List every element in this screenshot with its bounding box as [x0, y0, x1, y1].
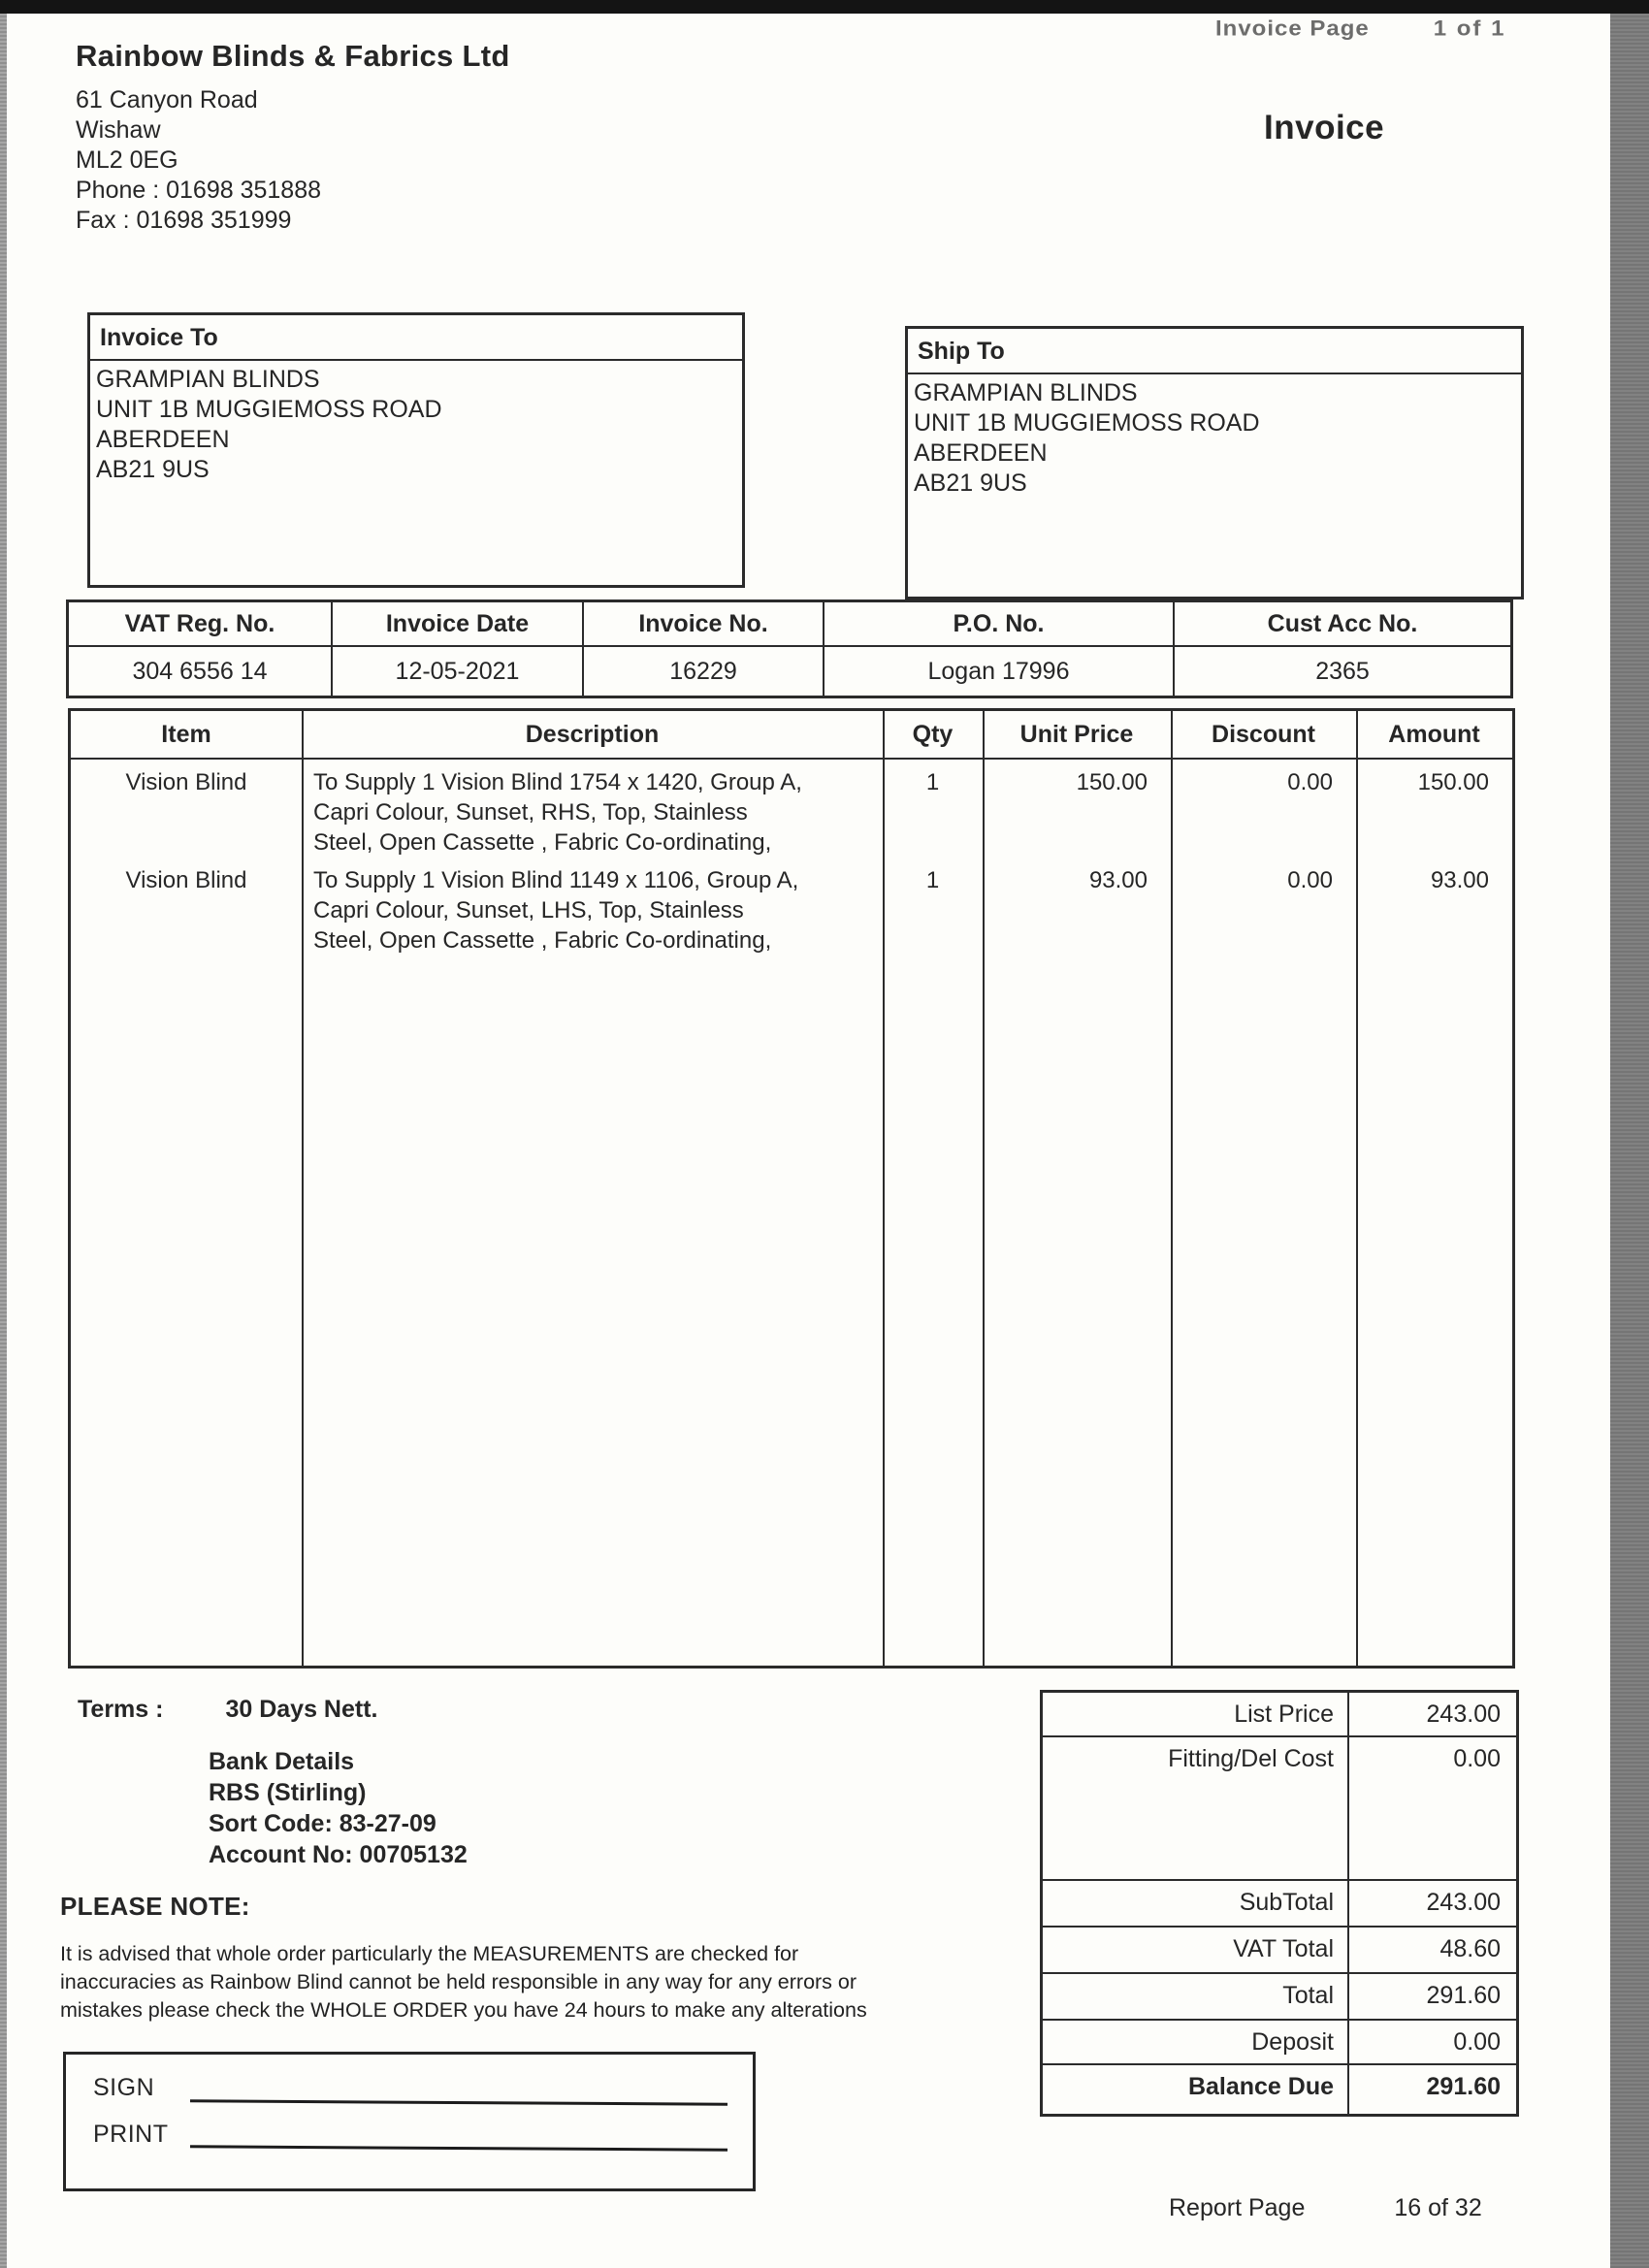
totals-label: Balance Due	[1043, 2065, 1349, 2114]
totals-row-fitting-del-cost	[1043, 1735, 1516, 1879]
meta-header-po: P.O. No.	[824, 602, 1175, 645]
item-description-line: Steel, Open Cassette , Fabric Co-ordinating,	[313, 927, 772, 954]
item-amount: 93.00	[1430, 867, 1489, 893]
item-name: Vision Blind	[125, 769, 247, 795]
invoice-meta-value-row	[69, 647, 1510, 696]
scan-left-edge	[0, 0, 7, 2268]
bank-details-line: Account No: 00705132	[209, 1841, 468, 1868]
signature-box	[63, 2052, 756, 2191]
meta-header-date: Invoice Date	[333, 602, 584, 645]
totals-row-list-price	[1043, 1693, 1516, 1735]
sign-label: SIGN	[93, 2074, 155, 2101]
invoice-to-title: Invoice To	[90, 315, 742, 361]
items-header-amount: Amount	[1388, 720, 1480, 748]
scan-page-header	[1215, 16, 1565, 42]
item-description-line: To Supply 1 Vision Blind 1754 x 1420, Group A,	[313, 769, 802, 795]
report-page-label: Report Page	[1169, 2194, 1306, 2221]
invoice-to-line: ABERDEEN	[96, 426, 230, 453]
company-name: Rainbow Blinds & Fabrics Ltd	[76, 39, 510, 73]
invoice-to-box	[87, 312, 745, 588]
invoice-title: Invoice	[1264, 109, 1385, 146]
terms-value: 30 Days Nett.	[225, 1696, 378, 1723]
invoice-to-line: UNIT 1B MUGGIEMOSS ROAD	[96, 396, 442, 423]
invoice-to-address	[90, 361, 742, 485]
terms	[78, 1696, 377, 1724]
meta-value-number: 16229	[584, 647, 824, 696]
scan-page-header-value: 1 of 1	[1433, 16, 1506, 41]
totals-value: 243.00	[1426, 1889, 1501, 1916]
note-body	[60, 1940, 867, 2025]
column-divider	[302, 711, 304, 1666]
line-items-header-row	[71, 711, 1512, 760]
meta-header-number: Invoice No.	[584, 602, 824, 645]
item-discount: 0.00	[1287, 867, 1333, 893]
terms-label: Terms :	[78, 1696, 164, 1723]
totals-label: Deposit	[1043, 2021, 1349, 2063]
item-name: Vision Blind	[125, 867, 247, 893]
totals-box	[1040, 1690, 1519, 2117]
item-amount: 150.00	[1417, 769, 1489, 795]
totals-row-deposit	[1043, 2019, 1516, 2063]
ship-to-box	[905, 326, 1524, 599]
totals-label: SubTotal	[1043, 1881, 1349, 1926]
company-address-line: ML2 0EG	[76, 146, 178, 174]
totals-label: VAT Total	[1043, 1928, 1349, 1972]
column-divider	[1171, 711, 1173, 1666]
note-body-line: It is advised that whole order particularly the MEASUREMENTS are checked for	[60, 1942, 799, 1965]
bank-details-line: RBS (Stirling)	[209, 1779, 367, 1806]
report-page-value: 16 of 32	[1394, 2194, 1482, 2221]
line-items-table	[68, 708, 1515, 1669]
meta-value-vat-reg: 304 6556 14	[69, 647, 333, 696]
item-unit-price: 93.00	[1088, 867, 1148, 893]
meta-header-vat-reg: VAT Reg. No.	[69, 602, 333, 645]
meta-value-cust-acc: 2365	[1315, 657, 1370, 685]
item-description-line: Steel, Open Cassette , Fabric Co-ordinating,	[313, 829, 772, 856]
items-header-unit-price: Unit Price	[1019, 720, 1134, 748]
invoice-meta-table	[66, 599, 1513, 698]
ship-to-line: GRAMPIAN BLINDS	[914, 379, 1138, 406]
totals-row-balance-due	[1043, 2063, 1516, 2114]
item-description	[302, 865, 883, 956]
item-description-line: Capri Colour, Sunset, RHS, Top, Stainless	[313, 799, 748, 826]
items-header-discount: Discount	[1212, 720, 1315, 748]
bank-details	[209, 1746, 468, 1870]
bank-details-line: Sort Code: 83-27-09	[209, 1810, 436, 1837]
totals-value: 0.00	[1453, 1745, 1501, 1772]
item-qty: 1	[925, 769, 940, 795]
item-description-line: Capri Colour, Sunset, LHS, Top, Stainless	[313, 897, 744, 923]
scan-top-edge	[0, 0, 1649, 14]
item-discount: 0.00	[1287, 769, 1333, 795]
items-header-item: Item	[161, 720, 211, 748]
sign-line	[190, 2099, 728, 2105]
note-body-line: inaccuracies as Rainbow Blind cannot be held responsible in any way for any errors or	[60, 1970, 857, 1993]
ship-to-line: UNIT 1B MUGGIEMOSS ROAD	[914, 409, 1260, 437]
totals-value: 0.00	[1453, 2028, 1501, 2056]
company-fax: Fax : 01698 351999	[76, 207, 292, 234]
print-label: PRINT	[93, 2121, 169, 2148]
table-row	[71, 767, 1512, 858]
totals-row-vat-total	[1043, 1926, 1516, 1972]
invoice-to-line: AB21 9US	[96, 456, 210, 483]
totals-value: 243.00	[1426, 1701, 1501, 1728]
totals-value: 291.60	[1426, 2073, 1501, 2100]
totals-row-subtotal	[1043, 1879, 1516, 1926]
meta-value-po: Logan 17996	[824, 647, 1175, 696]
totals-row-total	[1043, 1972, 1516, 2019]
column-divider	[983, 711, 985, 1666]
column-divider	[883, 711, 885, 1666]
totals-label: Total	[1043, 1974, 1349, 2019]
invoice-meta-header-row	[69, 602, 1510, 647]
totals-label: List Price	[1043, 1693, 1349, 1735]
note-title: PLEASE NOTE:	[60, 1892, 250, 1921]
scan-right-edge	[1610, 0, 1649, 2268]
totals-label: Fitting/Del Cost	[1043, 1737, 1349, 1879]
company-address-line: Wishaw	[76, 116, 161, 144]
invoice-to-line: GRAMPIAN BLINDS	[96, 366, 320, 393]
meta-header-cust-acc: Cust Acc No.	[1267, 609, 1418, 637]
report-page-footer	[1169, 2194, 1482, 2222]
totals-value: 291.60	[1426, 1982, 1501, 2009]
company-address-line: 61 Canyon Road	[76, 86, 258, 113]
ship-to-title: Ship To	[908, 329, 1521, 374]
note-body-line: mistakes please check the WHOLE ORDER you have 24 hours to make any alterations	[60, 1998, 867, 2022]
scan-page-header-label: Invoice Page	[1215, 16, 1370, 41]
item-description	[302, 767, 883, 858]
item-unit-price: 150.00	[1076, 769, 1148, 795]
items-header-qty: Qty	[912, 720, 954, 748]
company-phone: Phone : 01698 351888	[76, 177, 322, 204]
table-row	[71, 865, 1512, 956]
totals-value: 48.60	[1439, 1935, 1501, 1962]
column-divider	[1356, 711, 1358, 1666]
items-header-description: Description	[525, 720, 660, 748]
meta-value-date: 12-05-2021	[333, 647, 584, 696]
ship-to-line: AB21 9US	[914, 470, 1027, 497]
company-header	[76, 39, 510, 236]
ship-to-line: ABERDEEN	[914, 439, 1048, 467]
ship-to-address	[908, 374, 1521, 499]
item-qty: 1	[925, 867, 940, 893]
bank-details-line: Bank Details	[209, 1748, 355, 1775]
print-line	[190, 2145, 728, 2151]
item-description-line: To Supply 1 Vision Blind 1149 x 1106, Group A,	[313, 867, 799, 893]
